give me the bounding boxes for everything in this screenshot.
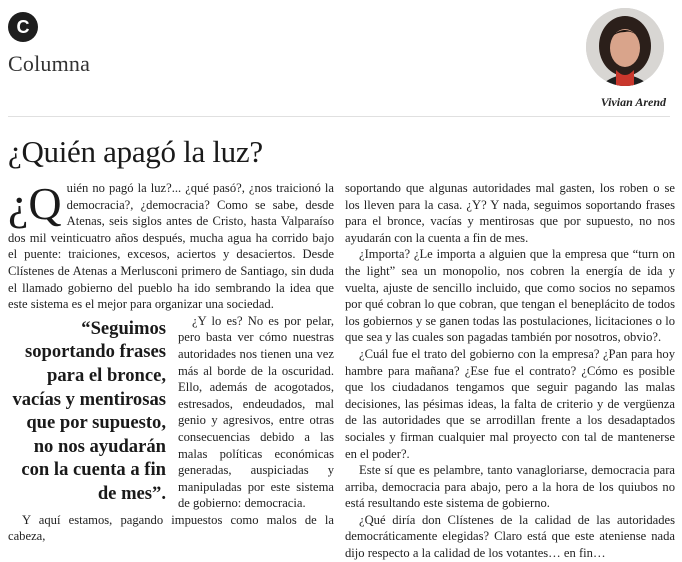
section-label: Columna <box>8 51 91 76</box>
paragraph: Y aquí estamos, pagando impuestos como malos de la cabeza, <box>8 512 334 544</box>
author-avatar <box>586 8 664 86</box>
paragraph-text: ¿Y lo es? No es por pelar, pero basta ver cómo nuestras autoridades nos tienen una vez más al borde de la oscuridad. Ello, además de acogotados, estresados, endeudados, mal genio y agresivos, entre otras consecuencias debido a las malas políticas económicas generadas, auspiciadas y manipuladas por este sistema de gobierno: democracia. <box>178 313 334 511</box>
pull-quote: “Seguimos soportando frases para el bronce, vacías y mentirosas que por supuesto, no nos ayudarán con la cuenta a fin de mes”. <box>12 317 166 504</box>
paragraph-text: uién no pagó la luz?... ¿qué pasó?, ¿nos traicionó la democracia?, ¿democracia? Como se sabe, desde Atenas, seis siglos antes de Cristo, hasta Valparaíso dos mil veinticuatro años después, mucha agua ha corrido bajo el puente: traiciones, excesos, aciertos y desaciertos. Desde Clístenes de Atenas a Merlusconi primero de Santiago, sin duda el llamado gobierno del pueblo ha ido sembrando la idea que este sistema es el mejor para organizar una sociedad. <box>8 181 334 312</box>
paragraph: Este sí que es pelambre, tanto vanagloriarse, democracia para arriba, democracia para abajo, pero a la hora de los quiubos no está resultando este sistema de gobierno. <box>345 463 675 511</box>
author-name: Vivian Arend <box>600 95 666 109</box>
paragraph: ¿Qué diría don Clístenes de la calidad de las autoridades democráticamente elegidas? Claro está que este ateniense nada dijo respecto a la calidad de los votantes… en fin… <box>345 512 675 561</box>
section-badge: C <box>8 12 38 42</box>
paragraph: ¿Importa? ¿Le importa a alguien que la empresa que “turn on the light” sea un monopolio, nos cobren la energía de ida y vuelta, ajuste de sencillo incluido, que como socios no sepamos por qué cobran lo que cobran, que tengan el beneplácito de todos los gobiernos y se ganen todas las postulaciones, licitaciones o lo que sea y las cuales son pagadas también por nosotros, obvio?. <box>345 247 675 345</box>
paragraph: ¿Cuál fue el trato del gobierno con la empresa? ¿Pan para hoy hambre para mañana? ¿Ese fue el contrato? ¿Cómo es posible que los ciudadanos tengamos que seguir pagando las malas decisiones, las pésimas ideas, la falta de criterio y de vergüenza de las autoridades que se arrodillan frente a los desadaptados sociales y firman cualquier mal proyecto con tal de mantenerse en el poder?. <box>345 346 675 461</box>
article-column-1 <box>8 180 334 545</box>
article-column-2 <box>345 180 675 562</box>
article-title: ¿Quién apagó la luz? <box>8 134 263 169</box>
header-divider <box>8 116 670 117</box>
paragraph <box>8 180 334 313</box>
paragraph <box>8 313 334 512</box>
paragraph: soportando que algunas autoridades mal gasten, los roben o se los lleven para la casa. ¿Y? Y nada, seguimos soportando frases para el bronce, vacías y mentirosas que por supuesto, no nos ayudarán con la cuenta a fin de mes. <box>345 181 675 245</box>
dropcap: ¿Q <box>8 178 62 229</box>
